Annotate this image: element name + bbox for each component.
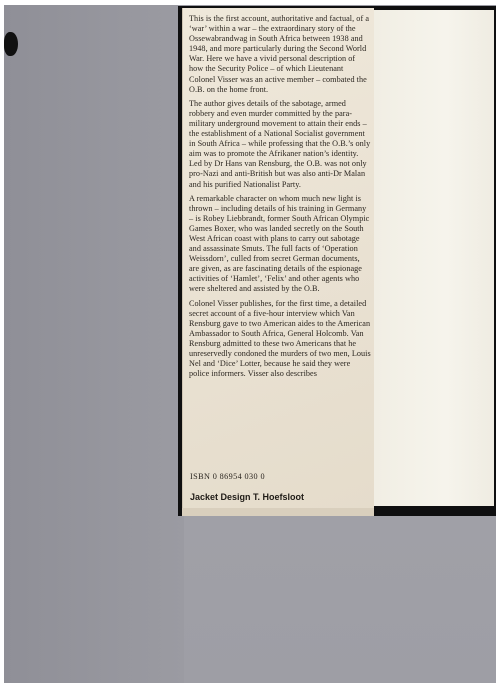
punch-hole: [4, 32, 18, 56]
jacket-design-credit: Jacket Design T. Hoefsloot: [190, 492, 305, 502]
blurb-paragraph: This is the first account, authoritative and factual, of a ‘war’ within a war – the extraordinary story of the Ossewabrandwag in South Africa between 1938 and 1948, and more particularly during the Second World War. Here we have a vivid personal description of how the Security Police – of which Lieutenant Colonel Visser was an active member – combated the O.B. on the home front.: [189, 14, 370, 94]
scan-shadow: [4, 5, 184, 683]
blurb-paragraph: Colonel Visser publishes, for the first time, a detailed secret account of a five-hour interview which Van Rensburg gave to two American aides to the American Ambassador to South Africa, General Holcomb. Van Rensburg admitted to these two Americans that he unreservedly condoned the murders of two men, Louis Nel and ‘Dice’ Lotter, because he said they were police informers. Visser also describes: [189, 298, 371, 379]
jacket-flap-edge: [182, 508, 374, 516]
book-endpaper: [374, 10, 494, 506]
blurb-paragraph: The author gives details of the sabotage, armed robbery and even murder committed by the para-military underground movement to attain their ends – the establishment of a National Socialist government in South Africa – while professing that the O.B.’s only aim was to promote the Afrikaner nation’s identity. Led by Dr Hans van Rensburg, the O.B. was not only pro-Nazi and anti-British but was also anti-Dr Malan and his purified Nationalist Party.: [189, 98, 371, 189]
isbn: ISBN 0 86954 030 0: [190, 472, 265, 481]
blurb-text: [189, 14, 371, 383]
blurb-paragraph: A remarkable character on whom much new light is thrown – including details of his training in Germany – is Robey Liebbrandt, former South African Olympic Games Boxer, who was landed secretly on the South West African coast with plans to carry out sabotage and assassinate Smuts. The full facts of ‘Operation Weissdorn’, culled from secret German documents, are given, as are fascinating details of the espionage activities of ‘Hamlet’, ‘Felix’ and other agents who were sheltered and assisted by the O.B.: [189, 193, 370, 294]
